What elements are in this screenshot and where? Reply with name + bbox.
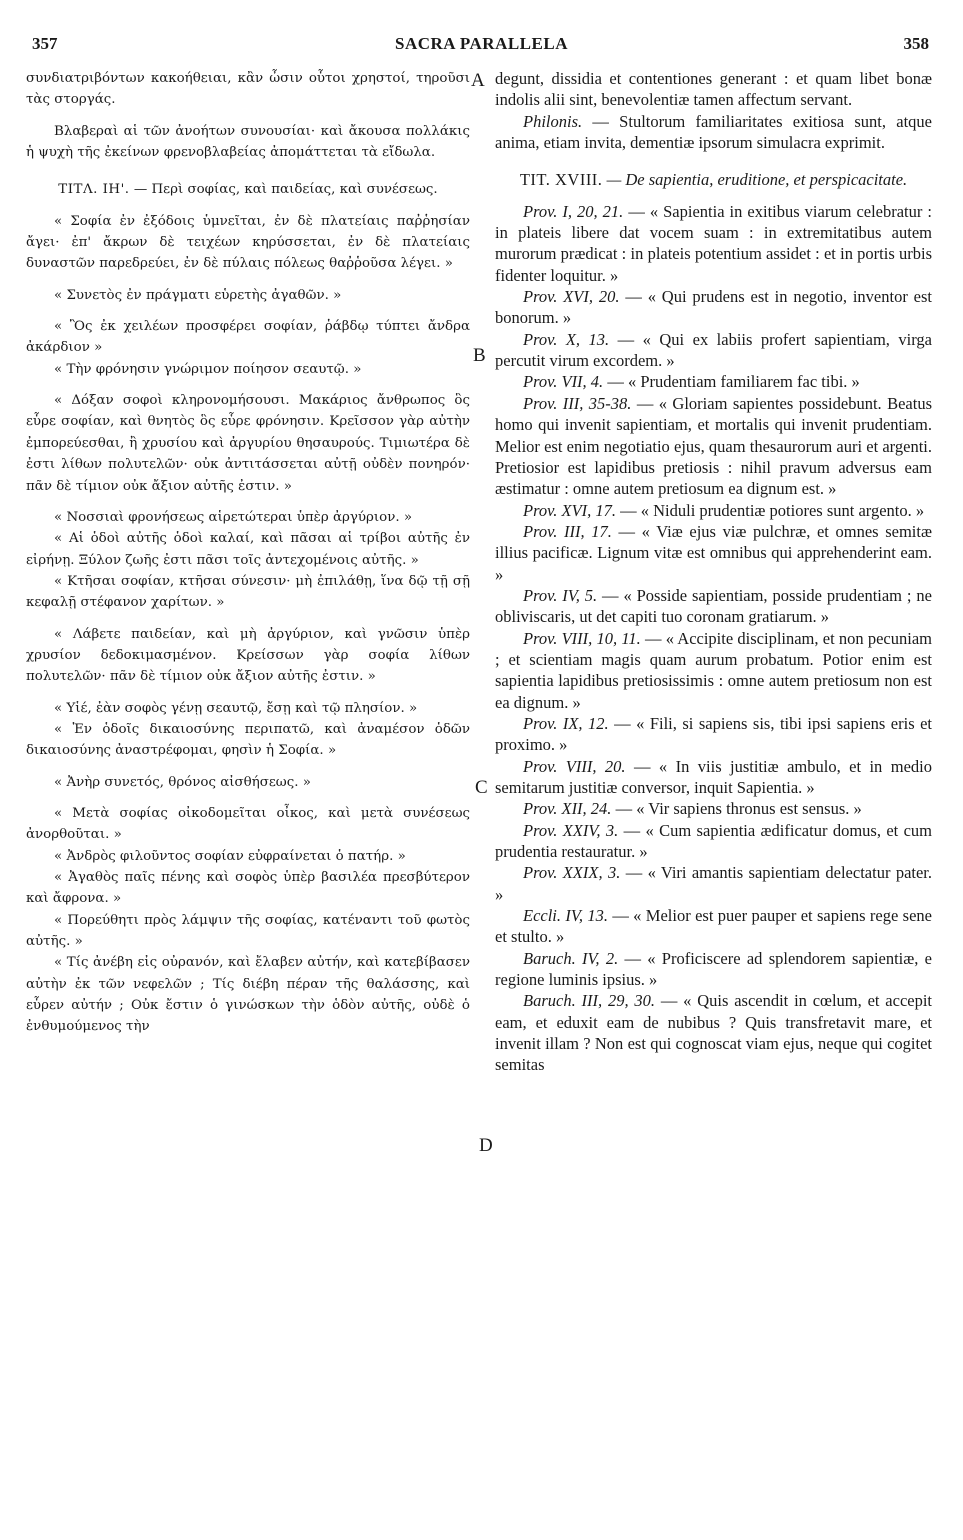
latin-verse xyxy=(495,713,932,756)
greek-verse: « Μετὰ σοφίας οἰκοδομεῖται οἶκος, καὶ μετὰ συνέσεως ἀνορθοῦται. » xyxy=(26,805,470,843)
greek-verse: « Ἀνὴρ συνετός, θρόνος αἰσθήσεως. » xyxy=(54,774,311,790)
latin-column xyxy=(495,68,932,1076)
latin-verse xyxy=(495,862,932,905)
page-number-left: 357 xyxy=(32,34,58,53)
running-title: SACRA PARALLELA xyxy=(395,34,568,53)
citation-ref: Prov. III, 17. xyxy=(523,521,612,541)
citation-ref: Prov. XVI, 17. xyxy=(523,500,617,520)
latin-verse xyxy=(495,585,932,628)
citation-ref: Prov. XVI, 20. xyxy=(523,287,620,307)
citation-text: — « Qui prudens est in negotio, inventor est bonorum. » xyxy=(495,287,933,328)
page-header xyxy=(0,0,963,60)
citation-ref: Prov. XII, 24. xyxy=(523,799,612,819)
latin-verse xyxy=(495,329,932,372)
latin-verse xyxy=(495,990,932,1075)
citation-text: — « Cum sapientia ædificatur domus, et cum prudentia restauratur. » xyxy=(495,820,933,862)
citation-text: — « Fili, si sapiens sis, tibi ipsi sapiens eris et proximo. » xyxy=(495,713,932,755)
latin-verse xyxy=(495,521,932,585)
greek-verse: « Τίς ἀνέβη εἰς οὐρανόν, καὶ ἔλαβεν αὐτήν, καὶ κατεβίβασεν αὐτὴν ἐκ τῶν νεφελῶν ; Τίς διέβη πέραν τῆς θαλάσσης, καὶ εὗρεν αὐτήν ; Οὐκ ἔστιν ὁ γινώσκων τὴν ὁδὸν αὐτῆς, οὐδὲ ὁ ἐνθυμούμενος τὴν xyxy=(26,955,470,1035)
greek-verse: « Ἐν ὁδοῖς δικαιοσύνης περιπατῶ, καὶ ἀναμέσον ὁδῶν δικαιοσύνης ἀναστρέφομαι, φησὶν ἡ Σοφία. » xyxy=(26,721,470,759)
margin-marker-b: B xyxy=(473,345,486,366)
citation-ref: Prov. IV, 5. xyxy=(523,585,598,605)
greek-verse: « Λάβετε παιδείαν, καὶ μὴ ἀργύριον, καὶ γνῶσιν ὑπὲρ χρυσίον δεδοκιμασμένον. Κρείσσων γὰρ σοφία λίθων πολυτελῶν· πᾶν δὲ τίμιον οὐκ ἄξιον αὐτῆς ἐστιν. » xyxy=(26,626,470,685)
citation-text: — « Melior est puer pauper et sapiens rege sene et stulto. » xyxy=(495,906,932,947)
citation-ref: Eccli. IV, 13. xyxy=(523,906,608,926)
latin-title-label: TIT. XVIII. xyxy=(519,170,603,190)
greek-verse: « Ὃς ἐκ χειλέων προσφέρει σοφίαν, ῥάβδῳ τύπτει ἄνδρα ἀκάρδιον » xyxy=(26,319,470,356)
latin-intro-2 xyxy=(495,111,932,154)
latin-intro-1: degunt, dissidia et contentiones generant : et quam libet bonæ indolis alii sint, benevolentiæ tamen affectum servant. xyxy=(495,69,932,110)
greek-title-text: — Περὶ σοφίας, καὶ παιδείας, καὶ συνέσεως. xyxy=(133,182,438,198)
greek-verse: « Νοσσιαὶ φρονήσεως αἱρετώτεραι ὑπὲρ ἀργύριον. » xyxy=(54,509,413,525)
greek-section-title xyxy=(26,179,470,200)
latin-verse xyxy=(495,286,932,329)
citation-ref: Prov. I, 20, 21. xyxy=(523,201,624,221)
greek-verse: « Ἀνδρὸς φιλοῦντος σοφίαν εὐφραίνεται ὁ πατήρ. » xyxy=(54,848,406,864)
citation-ref: Prov. VIII, 20. xyxy=(523,756,626,776)
greek-column xyxy=(26,68,470,1038)
greek-verse: « Δόξαν σοφοὶ κληρονομήσουσι. Μακάριος ἄνθρωπος ὃς εὗρε σοφίαν, καὶ θνητὸς ὃς εὗρε φρόνησιν. Κρεῖσσον γὰρ αὐτὴν ἐμπορεύεσθαι, ἢ χρυσίου καὶ ἀργυρίου θησαυρούς. Τιμιωτέρα δὲ ἐστι λίθων πολυτελῶν· οὐκ ἀντιτάσσεται αὐτῇ οὐδὲν πονηρόν· πᾶν δὲ τίμιον οὐκ ἄξιον αὐτῆς ἐστιν. » xyxy=(26,393,470,494)
citation-text: — « In viis justitiæ ambulo, et in medio semitarum justitiæ conversor, inquit Sapientia. » xyxy=(495,756,932,797)
citation-text: — « Prudentiam familiarem fac tibi. » xyxy=(603,372,860,392)
citation-ref: Prov. X, 13. xyxy=(523,329,610,349)
greek-intro-2: Βλαβεραὶ αἱ τῶν ἀνοήτων συνουσίαι· καὶ ἄκουσα πολλάκις ἡ ψυχὴ τῆς ἐκείνων φρενοβλαβείας ἀπομάττεται τὰ εἴδωλα. xyxy=(26,123,470,161)
latin-verse xyxy=(495,820,932,863)
greek-verse: « Υἱέ, ἐὰν σοφὸς γένῃ σεαυτῷ, ἔσῃ καὶ τῷ πλησίον. » xyxy=(54,700,418,716)
citation-text: — « Accipite disciplinam, et non pecuniam ; et scientiam magis quam aurum probatum. Potior enim est sapientia lapidibus pretiosissimis : omne autem pretiosum non est ea dignum. » xyxy=(495,628,933,712)
latin-verse xyxy=(495,500,932,521)
latin-verse xyxy=(495,948,932,991)
greek-verse: « Ἀγαθὸς παῖς πένης καὶ σοφὸς ὑπὲρ βασιλέα πρεσβύτερον καὶ ἄφρονα. » xyxy=(26,870,470,907)
citation-ref: Prov. IX, 12. xyxy=(523,713,609,733)
greek-verse: « Τὴν φρόνησιν γνώριμον ποίησον σεαυτῷ. » xyxy=(54,361,362,377)
greek-verse: « Πορεύθητι πρὸς λάμψιν τῆς σοφίας, κατέναντι τοῦ φωτὸς αὐτῆς. » xyxy=(26,912,470,950)
latin-verse xyxy=(495,905,932,948)
latin-section-title xyxy=(495,169,932,190)
latin-verse xyxy=(495,393,932,500)
latin-verse xyxy=(495,628,932,713)
margin-marker-d: D xyxy=(479,1135,493,1156)
citation-ref: Baruch. IV, 2. xyxy=(523,948,619,968)
latin-verse xyxy=(495,371,932,392)
citation-text: — « Quis ascendit in cœlum, et accepit eam, et eduxit eam de nubibus ? Quis transfretavit mare, et invenit illam ? Non est qui cognoscat viam ejus, neque qui cogitet semitas xyxy=(495,991,933,1075)
citation-ref: Prov. XXIX, 3. xyxy=(523,863,621,883)
margin-marker-a: A xyxy=(471,70,485,91)
citation-text: — « Gloriam sapientes possidebunt. Beatus homo qui invenit sapientiam, et mortalis qui invenit prudentiam. Melior est enim negotiatio ejus, quam thesaurorum auri et argenti. Pretiosior est lapidibus pretiosis : nihil pravum adversus eam æstimatur : omne autem pretiosum ea dignum est. » xyxy=(495,393,932,499)
greek-verse: « Κτῆσαι σοφίαν, κτῆσαι σύνεσιν· μὴ ἐπιλάθῃ, ἵνα δῷ τῇ σῇ κεφαλῇ στέφανον χαρίτων. » xyxy=(26,573,470,611)
latin-verse xyxy=(495,201,932,286)
citation-ref: Prov. VIII, 10, 11. xyxy=(523,628,641,648)
citation-text: — « Posside sapientiam, posside prudentiam ; ne obliviscaris, ut det capiti tuo coronam gratiarum. » xyxy=(495,585,932,627)
greek-intro-1: συνδιατριβόντων κακοήθειαι, κἂν ὦσιν οὗτοι χρηστοί, τηροῦσι τὰς στοργάς. xyxy=(26,71,470,108)
latin-verse xyxy=(495,756,932,799)
page-number-right: 358 xyxy=(903,34,929,53)
citation-text: — « Proficiscere ad splendorem sapientiæ, e regione luminis ipsius. » xyxy=(495,948,932,990)
citation-text: — « Sapientia in exitibus viarum celebratur : in plateis libere dat vocem suam : in extremitatibus autem murorum prædicat : in plateis potentium assidet : et in portis urbis fidenter loquitur. » xyxy=(495,201,932,285)
greek-verse: « Συνετὸς ἐν πράγματι εὑρετὴς ἀγαθῶν. » xyxy=(54,287,342,303)
citation-text: — « Qui ex labiis profert sapientiam, virga percutit virum excordem. » xyxy=(495,329,932,371)
citation-ref: Philonis. xyxy=(523,111,583,131)
citation-ref: Prov. VII, 4. xyxy=(523,372,604,392)
citation-ref: Baruch. III, 29, 30. xyxy=(523,991,656,1011)
citation-text: — « Niduli prudentiæ potiores sunt argento. » xyxy=(616,500,925,520)
citation-ref: Prov. XXIV, 3. xyxy=(523,820,619,840)
citation-text: — « Vir sapiens thronus est sensus. » xyxy=(611,799,862,819)
greek-verse: « Σοφία ἐν ἐξόδοις ὑμνεῖται, ἐν δὲ πλατείαις παῤῥησίαν ἄγει· ἐπ' ἄκρων δὲ τειχέων κηρύσσεται, ἐν δὲ πλατείαις δυναστῶν παρεδρεύει, ἐν δὲ πύλαις πόλεως θαῤῥοῦσα λέγει. » xyxy=(26,213,470,272)
latin-verse xyxy=(495,798,932,819)
citation-text: — « Viri amantis sapientiam delectatur pater. » xyxy=(495,863,933,904)
citation-text: — Stultorum familiaritates exitiosa sunt, atque anima, etiam invita, dementiæ ipsorum simulacra exprimit. xyxy=(495,111,932,153)
latin-title-text: — De sapientia, eruditione, et perspicacitate. xyxy=(606,170,908,190)
greek-title-label: ΤΙΤΛ. ΙΗ'. xyxy=(58,182,130,198)
greek-verse: « Αἱ ὁδοὶ αὐτῆς ὁδοὶ καλαί, καὶ πᾶσαι αἱ τρίβοι αὐτῆς ἐν εἰρήνῃ. Ξύλον ζωῆς ἐστι πᾶσι τοῖς ἀντεχομένοις αὐτῆς. » xyxy=(26,531,470,568)
margin-marker-c: C xyxy=(475,777,488,798)
citation-ref: Prov. III, 35-38. xyxy=(523,393,632,413)
citation-text: — « Viæ ejus viæ pulchræ, et omnes semitæ illius pacificæ. Lignum vitæ est omnibus qui apprehenderint eam. » xyxy=(495,521,932,584)
